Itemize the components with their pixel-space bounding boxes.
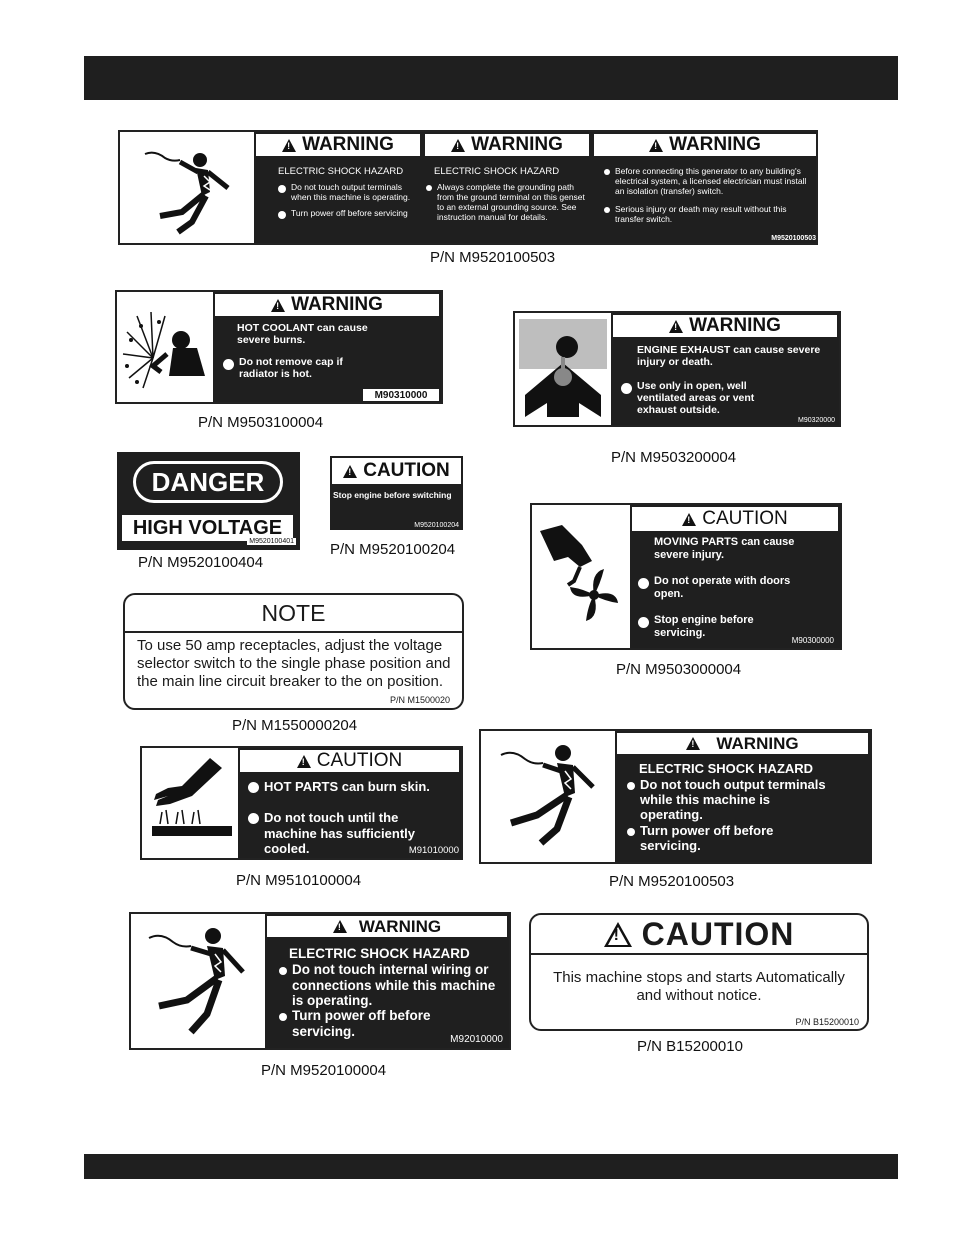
danger-title: DANGER [133,461,283,503]
warning-triangle-icon [451,139,465,152]
moving-bullet-1: Do not operate with doors open. [654,575,791,600]
header-warning: WARNING [716,733,799,753]
part-number: P/N M1550000204 [232,717,358,734]
warning-triangle-icon [333,920,347,933]
exhaust-line1: ENGINE EXHAUST can cause severe injury or death. [637,344,821,368]
label-code: M90310000 [374,389,428,401]
shock-single-title: ELECTRIC SHOCK HAZARD [639,761,814,776]
warning-triangle-icon [343,465,357,478]
bullet-icon [604,207,610,213]
header-warning-3: WARNING [669,134,761,155]
label-code: M9520100204 [414,522,459,529]
col2-bullet-1: Always complete the grounding path from the ground terminal on this genset to an external grounding source. See instruction manual for details. [437,182,585,222]
label-code: M91010000 [408,845,459,856]
part-number: P/N M9520100404 [138,554,264,571]
note-text: To use 50 amp receptacles, adjust the voltage selector switch to the single phase position and the main line circuit breaker to the on position. [137,637,451,690]
electric-shock-person-icon [131,914,265,1048]
warning-triangle-icon [686,737,700,750]
bullet-icon [278,185,286,193]
part-number: P/N M9520100004 [261,1062,387,1079]
decal-hot-coolant [115,290,443,404]
label-code: M90320000 [798,417,835,424]
moving-line1: MOVING PARTS can cause severe injury. [654,536,795,561]
part-number: P/N M9520100503 [430,249,556,266]
header-warning-1: WARNING [302,134,394,155]
col3-bullet-1: Before connecting this generator to any building's electrical system, a licensed electrician must install an isolation (transfer) switch. [615,166,807,196]
part-number: P/N M9503100004 [198,414,324,431]
bullet-icon [248,813,259,824]
header-caution: CAUTION [641,915,795,952]
decal-auto-start-caution [529,913,869,1031]
bullet-icon [627,828,635,836]
shock-internal-bullet-1: Do not touch internal wiring or connections while this machine is operating. [292,962,496,1008]
header-caution: CAUTION [316,750,403,771]
decal-shock-single [479,729,872,864]
decal-shock-triple [118,130,818,245]
hot-parts-bullet-1: HOT PARTS can burn skin. [264,779,430,794]
decal-danger-high-voltage [117,452,300,550]
label-code: M9520100503 [771,235,816,242]
warning-triangle-icon [669,320,683,333]
col1-bullet-1: Do not touch output terminals when this machine is operating. [291,182,411,202]
danger-subtitle: HIGH VOLTAGE [122,515,293,541]
label-code: P/N B15200010 [795,1017,859,1027]
header-warning-2: WARNING [471,134,563,155]
bullet-icon [621,383,632,394]
shock-internal-bullet-2: Turn power off before servicing. [292,1008,431,1039]
part-number: P/N M9520100503 [609,873,735,890]
bullet-icon [223,359,234,370]
hot-parts-bullet-2: Do not touch until the machine has sufficiently cooled. [264,810,415,856]
warning-triangle-icon [604,922,632,947]
warning-triangle-icon [271,299,285,312]
decal-moving-parts [530,503,842,650]
bullet-icon [278,211,286,219]
part-number: P/N M9520100204 [330,541,456,558]
label-code: M9520100401 [249,538,294,545]
col1-title: ELECTRIC SHOCK HAZARD [278,166,404,177]
auto-start-text: This machine stops and starts Automatically and without notice. [553,969,845,1004]
coolant-line1: HOT COOLANT can cause severe burns. [237,322,368,346]
note-header: NOTE [125,595,462,633]
col3-bullet-2: Serious injury or death may result without this transfer switch. [615,204,787,224]
warning-triangle-icon [682,513,696,526]
part-number: P/N B15200010 [637,1038,743,1055]
moving-bullet-2: Stop engine before servicing. [654,614,754,639]
page-footer-bar [84,1154,898,1179]
warning-triangle-icon [282,139,296,152]
electric-shock-person-icon [481,731,615,862]
warning-triangle-icon [297,755,311,768]
part-number: P/N M9503000004 [616,661,742,678]
decal-caution-stop-engine [330,456,463,530]
col1-bullet-2: Turn power off before servicing [291,208,408,218]
page-header-bar [84,56,898,100]
header-warning: WARNING [689,315,781,336]
exhaust-fumes-person-icon [515,313,611,425]
bullet-icon [279,967,287,975]
header-caution: CAUTION [363,460,450,481]
part-number: P/N M9503200004 [611,449,737,466]
header-warning: WARNING [291,294,383,315]
bullet-icon [604,169,610,175]
warning-triangle-icon [649,139,663,152]
bullet-icon [248,782,259,793]
decal-engine-exhaust [513,311,841,427]
coolant-bullet: Do not remove cap if radiator is hot. [239,356,343,380]
electric-shock-person-icon [120,132,254,243]
col2-title: ELECTRIC SHOCK HAZARD [434,166,560,177]
bullet-icon [638,617,649,628]
decal-shock-internal [129,912,511,1050]
part-number: P/N M9510100004 [236,872,362,889]
shock-single-bullet-2: Turn power off before servicing. [640,823,774,853]
bullet-icon [426,185,432,191]
header-caution: CAUTION [702,508,788,529]
bullet-icon [627,782,635,790]
exhaust-bullet: Use only in open, well ventilated areas or vent exhaust outside. [637,380,755,416]
shock-internal-title: ELECTRIC SHOCK HAZARD [289,946,470,961]
label-code: M90300000 [791,636,834,645]
hot-coolant-spray-icon [117,292,213,402]
label-code: P/N M1500020 [389,695,450,705]
bullet-icon [279,1013,287,1021]
decal-hot-parts [140,746,463,860]
shock-single-bullet-1: Do not touch output terminals while this machine is operating. [640,777,826,822]
hand-hot-surface-icon [142,748,238,858]
header-warning: WARNING [358,916,442,936]
caution-stop-text: Stop engine before switching [333,490,452,500]
hand-fan-blade-icon [532,505,630,648]
label-code: M92010000 [450,1034,503,1045]
decal-note [123,593,464,710]
bullet-icon [638,578,649,589]
